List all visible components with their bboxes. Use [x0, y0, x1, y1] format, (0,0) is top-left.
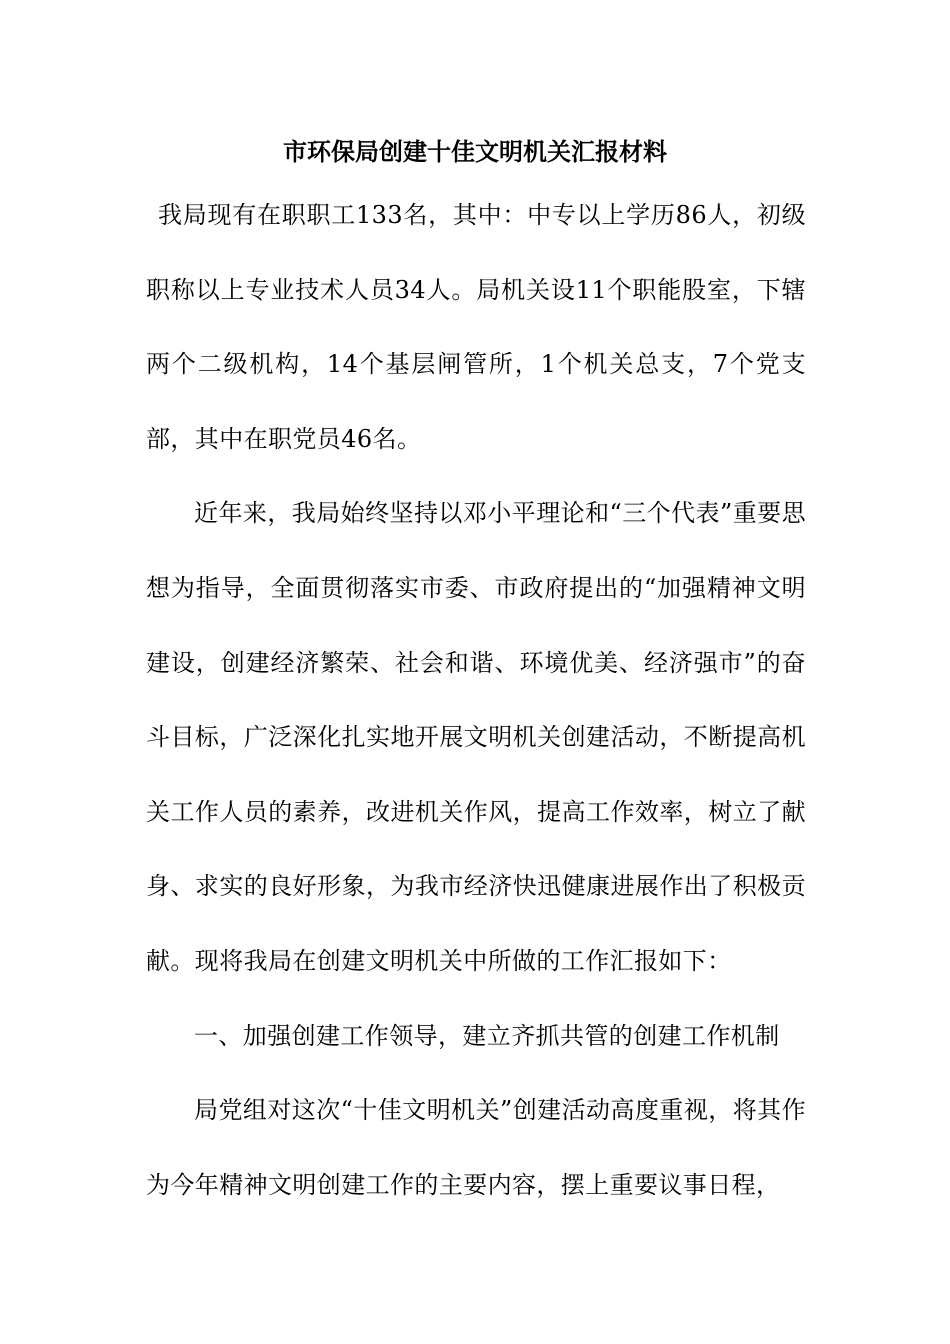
paragraph-achievements: 近年来，我局始终坚持以邓小平理论和“三个代表”重要思想为指导，全面贯彻落实市委、市政府提出的“加强精神文明建设，创建经济繁荣、社会和谐、环境优美、经济强市”的奋斗目标，广泛深化扎实地开展文明机关创建活动，不断提高机关工作人员的素养，改进机关作风，提高工作效率，树立了献身、求实的良好形象，为我市经济快迅健康进展作出了积极贡献。现将我局在创建文明机关中所做的工作汇报如下： [146, 499, 806, 975]
paragraph-staff-overview: 我局现有在职职工133名，其中：中专以上学历86人，初级职称以上专业技术人员34人。局机关设11个职能股室，下辖两个二级机构，14个基层闸管所，1个机关总支，7个党支部，其中在职党员46名。 [146, 201, 806, 453]
section-heading-1: 一、加强创建工作领导，建立齐抓共管的创建工作机制 [194, 1021, 780, 1050]
document-title: 市环保局创建十佳文明机关汇报材料 [283, 137, 667, 166]
paragraph-leadership: 局党组对这次“十佳文明机关”创建活动高度重视，将其作为今年精神文明创建工作的主要内容，摆上重要议事日程， [146, 1096, 806, 1199]
document-body [146, 178, 806, 1222]
